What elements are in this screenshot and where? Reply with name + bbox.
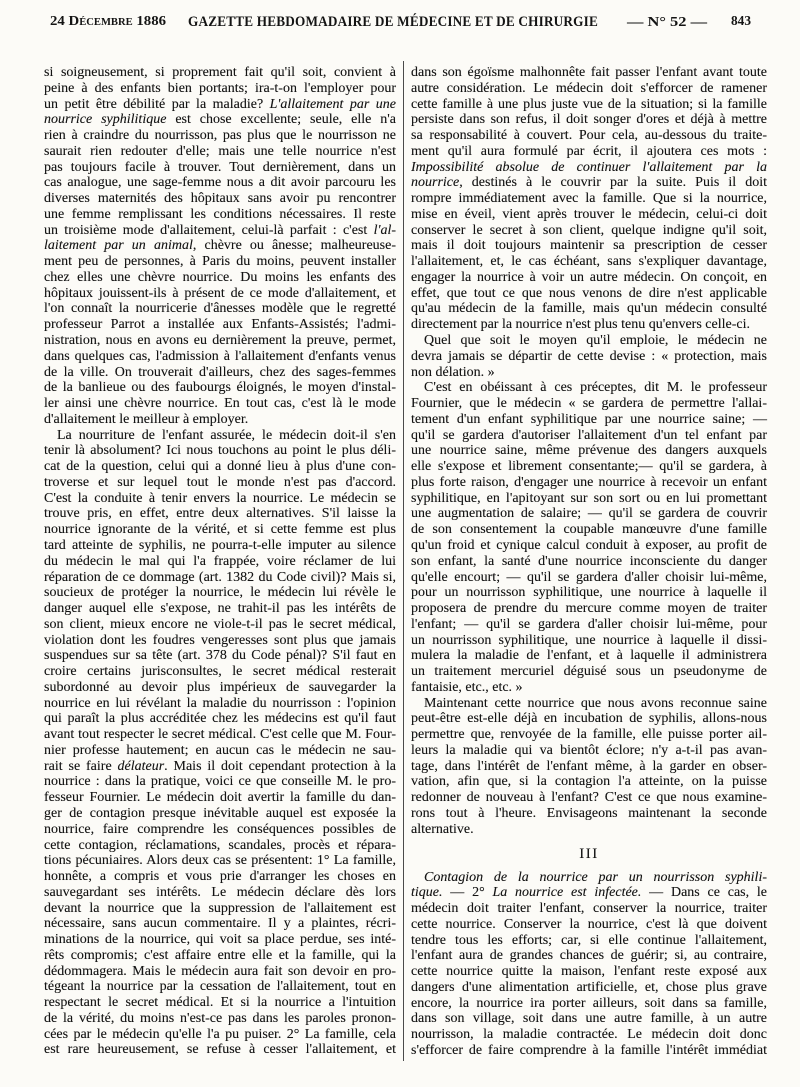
line-text: avant tout respecter le secret médical. C'est celle que M. Four-: [44, 727, 396, 743]
text-line: [44, 790, 396, 806]
line-text: si soigneusement, si proprement fait qu'il soit, convient à: [44, 65, 396, 80]
text-line: [411, 238, 767, 254]
journal-title-text: GAZETTE HEBDOMADAIRE DE MÉDECINE ET DE CHIRURGIE: [188, 14, 598, 30]
line-text: tenir là absolument? Ici nous touchons au point le plus déli-: [44, 443, 396, 459]
italic-text: nourrice syphilitique: [44, 112, 167, 128]
line-text: syphilitique, en l'apitoyant sur son sort ou en lui promettant: [411, 490, 767, 506]
text-line: [44, 932, 396, 948]
line-text: tégeant la nourrice par la cessation de l'allaitement, tout en: [44, 979, 396, 995]
line-text: qui paraît la plus accréditée chez les médecins est qu'il faut: [44, 711, 396, 727]
text-line: [411, 711, 767, 727]
journal-title: [188, 13, 598, 31]
text-line: [44, 428, 396, 444]
line-text: redonner de nouveau à l'enfant? C'est ce que nous examine-: [411, 790, 767, 806]
text-line: [44, 774, 396, 790]
line-text: médecin doit traiter l'enfant, conserver la nourrice, traiter: [411, 901, 767, 917]
line-text: fesseur Fournier. Le médecin doit avertir la famille du dan-: [44, 790, 396, 806]
text-line: [411, 128, 767, 144]
line-text: respectant le secret médical. Et si la nourrice a l'intuition: [44, 995, 396, 1011]
text-line: [411, 396, 767, 412]
line-text: pour un nourrisson syphilitique, une nourrice à laquelle il: [411, 585, 767, 601]
line-text: nistration, nous en avons eu dernièrement la preuve, permet,: [44, 333, 396, 349]
line-text: cées par le médecin qu'elle l'a pu puiser. 2° La famille, cela: [44, 1026, 396, 1042]
line-text: honnête, a compris et vous prie d'arranger les choses en: [44, 869, 396, 885]
line-text: son client, mieux encore ne viole-t-il pas le secret médical,: [44, 616, 396, 632]
text-line: [411, 1011, 767, 1027]
line-text: [44, 112, 396, 128]
italic-text: L'allaitement par une: [269, 96, 396, 112]
line-text: alternative.: [411, 821, 474, 837]
text-line: [44, 286, 396, 302]
line-text: l'on connaît la nourricerie d'ânesses modèle que le regretté: [44, 301, 396, 317]
text-line: [411, 365, 767, 381]
line-text: leurs la maladie qui va bientôt éclore; n'y a-t-il pas avan-: [411, 742, 767, 758]
text-line: [44, 853, 396, 869]
line-text: rompre immédiatement avec la famille. Que si la nourrice,: [411, 191, 767, 207]
text-line: [44, 380, 396, 396]
text-line: [411, 270, 767, 286]
text-line: [411, 585, 767, 601]
header-date: [50, 13, 166, 31]
paragraph: [411, 380, 771, 695]
line-text: de la banlieue ou des faubourgs éloignés, le moyen d'instal-: [44, 380, 396, 396]
line-text: [411, 175, 767, 191]
line-text: trouve pris, en effet, entre deux alternatives. S'il laisse la: [44, 506, 396, 522]
line-text: proposera de prendre du mercure comme moyen de traiter: [411, 601, 767, 617]
line-text: pas toujours facile à trouver. Tout dernièrement, dans un: [44, 159, 396, 175]
text-line: [44, 365, 396, 381]
paragraph: [411, 333, 771, 380]
text-line: [44, 81, 396, 97]
section-body: [411, 870, 771, 1059]
line-text: engager la nourrice à voir un autre médecin. On conçoit, en: [411, 269, 767, 285]
line-text: devant la nourrice que la suppression de l'allaitement est: [44, 900, 396, 916]
line-text: cat de la question, celui qui a donné lieu à plus d'une con-: [44, 459, 396, 475]
page-number: [731, 13, 751, 31]
line-text: tage, dans l'intérêt de l'enfant même, à la garder en obser-: [411, 758, 768, 774]
text-line: [411, 506, 767, 522]
line-text: hôpitaux jouissent-ils à présent de ce mode d'allaitement, et: [44, 285, 396, 301]
text-line: [44, 65, 396, 81]
text-line: [411, 160, 767, 176]
text-line: [44, 1027, 396, 1043]
line-text: danger auquel elle s'expose, ne trahit-il pas les intérêts de: [44, 601, 396, 617]
line-text: Maintenant cette nourrice que nous avons reconnue saine: [424, 695, 767, 711]
text-line: [411, 349, 767, 365]
text-line: [411, 759, 767, 775]
line-text: directement par la nourrice n'est plus tenu qu'envers celle-ci.: [411, 317, 750, 333]
line-text: [44, 97, 396, 113]
line-text: nourrice en lui révélant la maladie du nourrisson : l'opinion: [44, 695, 396, 711]
text-line: [44, 554, 396, 570]
text-line: [411, 727, 767, 743]
text-line: [44, 601, 396, 617]
text-line: [44, 838, 396, 854]
text-line: [411, 617, 767, 633]
text-line: [44, 759, 396, 775]
text-line: [411, 648, 767, 664]
text-line: [44, 711, 396, 727]
text-line: [44, 1011, 396, 1027]
line-text: qu'il se gardera d'autoriser l'allaitement d'un tel enfant par: [411, 427, 767, 443]
line-text: mise en éveil, vient après trouver le médecin, celui-ci doit: [411, 206, 767, 222]
line-text: subordonné au devoir plus impérieux de sauvegarder la: [44, 679, 396, 695]
line-text: l'allaitement, et, le cas échéant, sans s'expliquer davantage,: [411, 254, 767, 270]
text-line: [411, 948, 767, 964]
italic-text: délateur: [117, 758, 165, 774]
italic-text: nourrice: [411, 175, 460, 191]
text-line: [44, 869, 396, 885]
text-line: [411, 885, 767, 901]
text-line: [411, 144, 767, 160]
line-text: violation dont les foudres vengeresses sont plus que jamais: [44, 632, 397, 648]
line-text: d'allaitement le meilleur à employer.: [44, 411, 249, 427]
line-text: conserver le secret à son client, quelque indigne qu'il soit,: [411, 222, 767, 238]
text-line: [44, 680, 396, 696]
line-text: du médecin le mal qui l'a frappée, voire réclamer de lui: [44, 553, 396, 569]
text-line: [411, 633, 767, 649]
line-text: autre considération. Le médecin doit s'efforcer de ramener: [411, 80, 767, 96]
paragraph: [411, 696, 771, 838]
line-text: est rare heureusement, se refuse à cesser l'allaitement, et: [44, 1042, 396, 1058]
line-text: vation, afin que, si la contagion l'a atteinte, on la puisse: [411, 774, 767, 790]
text-run: un petit être débilité par la maladie?: [44, 96, 270, 112]
text-line: [411, 522, 767, 538]
line-text: C'est la conduite à tenir envers la nourrice. Le médecin se: [44, 490, 396, 506]
italic-text: Impossibilité absolue de continuer l'allaitement par la: [411, 159, 767, 175]
text-line: [411, 570, 767, 586]
text-line: [44, 160, 396, 176]
line-text: devra jamais se départir de cette devise : « protection, mais: [411, 348, 767, 364]
line-text: cette nourrice quitte la maison, l'enfant reste exposé aux: [411, 964, 767, 980]
line-text: sa responsabilité à couvert. Pour cela, au-dessous du traite-: [411, 128, 767, 144]
text-line: [411, 380, 767, 396]
text-line: [411, 774, 767, 790]
text-run: — 2°: [442, 885, 493, 901]
text-line: [44, 238, 396, 254]
text-line: [44, 301, 396, 317]
text-line: [44, 491, 396, 507]
line-text: une femme remplissant les conditions nécessaires. Il reste: [44, 206, 396, 222]
text-line: [44, 648, 396, 664]
left-column: [44, 65, 400, 1058]
line-text: qu'un froid et cynique calcul conduit à exposer, au profit de: [411, 537, 767, 553]
line-text: son enfant, la santé d'une nourrice inconsciente du danger: [411, 553, 767, 569]
line-text: La nourriture de l'enfant assurée, le médecin doit-il s'en: [57, 427, 396, 443]
text-line: [44, 475, 396, 491]
line-text: [424, 870, 767, 886]
line-text: nier professe hautement; en aucun cas le médecin ne sau-: [44, 742, 396, 758]
text-line: [411, 286, 767, 302]
text-run: rait se faire: [44, 758, 118, 774]
line-text: un nourrisson syphilitique, une nourrice à laquelle il dissi-: [411, 632, 768, 648]
right-column-body: [411, 65, 771, 838]
text-line: [411, 175, 767, 191]
line-text: ler ainsi une chèvre nourrice. En tout cas, c'est là le mode: [44, 396, 396, 412]
text-line: [44, 964, 396, 980]
text-run: un troisième mode d'allaitement, celui-là parfait : c'est: [44, 222, 374, 238]
text-line: [411, 65, 767, 81]
text-line: [411, 412, 767, 428]
line-text: Quel que soit le moyen qu'il emploie, le médecin ne: [424, 333, 768, 349]
line-text: s'efforcer de faire comprendre à la famille l'intérêt immédiat: [411, 1042, 767, 1058]
text-line: [411, 964, 767, 980]
text-line: [411, 475, 767, 491]
text-line: [411, 790, 767, 806]
text-line: [411, 901, 767, 917]
text-line: [44, 443, 396, 459]
text-run: est chose excellente; seule, elle n'a: [166, 112, 397, 128]
text-line: [44, 191, 396, 207]
text-line: [411, 996, 767, 1012]
text-line: [44, 916, 396, 932]
line-text: peine à des enfants bien portants; ira-t-on l'employer pour: [44, 80, 397, 96]
text-line: [44, 333, 396, 349]
text-line: [411, 207, 767, 223]
text-line: [411, 538, 767, 554]
line-text: nourrice : dans la pratique, voici ce que conseille M. le pro-: [44, 774, 396, 790]
text-line: [411, 743, 767, 759]
text-line: [44, 112, 396, 128]
text-line: [44, 822, 396, 838]
line-text: fantaisie, etc., etc. »: [411, 679, 523, 695]
line-text: tions pécuniaires. Alors deux cas se présentent: 1° La famille,: [44, 853, 396, 869]
italic-text: tique.: [411, 885, 443, 901]
line-text: mulera la maladie de l'enfant, et à laquelle il administrera: [411, 648, 767, 664]
text-run: , destinés à le couvrir par la suite. Puis il doit: [459, 175, 768, 191]
line-text: encore, la nourrice ira porter ailleurs, soit dans sa famille,: [411, 995, 767, 1011]
line-text: nourrice ignorante de la vérité, et si cette femme est plus: [44, 522, 396, 538]
text-line: [411, 97, 767, 113]
line-text: sauvegardant ses intérêts. Le médecin déclare dès lors: [44, 884, 396, 900]
line-text: nourrice, faire comprendre les conséquences possibles de: [44, 821, 396, 837]
line-text: ment peu de personnes, à Paris du moins, peuvent installer: [44, 254, 396, 270]
text-line: [411, 917, 767, 933]
text-line: [44, 223, 396, 239]
line-text: [44, 223, 396, 239]
text-line: [411, 81, 767, 97]
right-column: [411, 65, 771, 1059]
line-text: effet, que tout ce que nous venons de dire n'est applicable: [411, 285, 767, 301]
italic-text: La nourrice est infectée.: [492, 885, 642, 901]
text-line: [411, 1043, 767, 1059]
line-text: elle s'expose et librement consentante;— qu'il se gardera, à: [411, 459, 767, 475]
text-line: [411, 317, 767, 333]
text-line: [44, 696, 396, 712]
header-date-text: 24 Décembre 1886: [50, 14, 166, 29]
line-text: nécessaire, sans aucun commentaire. Il y a plaintes, récri-: [44, 916, 396, 932]
text-line: [44, 459, 396, 475]
line-text: dans son village, soit dans une autre famille, à un autre: [411, 1011, 767, 1027]
line-text: saurait rien redouter d'elle; mais une telle nourrice n'est: [44, 143, 396, 159]
line-text: cette nourrice. Conserver la nourrice, c'est là que doivent: [411, 916, 767, 932]
text-line: [44, 570, 396, 586]
text-line: [411, 112, 767, 128]
line-text: peut-être est-elle déjà en incubation de syphilis, allons-nous: [411, 711, 767, 727]
text-line: [411, 459, 767, 475]
text-line: [44, 175, 396, 191]
text-line: [411, 806, 767, 822]
line-text: [44, 238, 396, 254]
text-line: [411, 254, 767, 270]
line-text: ment qu'il aura formulé par écrit, il ajoutera ces mots :: [411, 143, 767, 159]
text-line: [44, 885, 396, 901]
text-line: [44, 396, 396, 412]
italic-text: laitement par un animal: [44, 238, 193, 254]
italic-text: Contagion de la nourrice par un nourrisson syphili-: [424, 869, 767, 885]
text-run: — Dans ce cas, le: [641, 885, 767, 901]
line-text: suspendues sur sa tête (art. 378 du Code pénal)? S'il faut en: [44, 648, 396, 664]
text-line: [411, 191, 767, 207]
line-text: professeur Parrot a installée aux Enfants-Assistés; l'admi-: [44, 317, 396, 333]
line-text: nourrisson, la maladie contractée. Le médecin doit donc: [411, 1027, 767, 1043]
line-text: l'enfant; — qu'il se gardera d'aller choisir lui-même, pour: [411, 616, 767, 632]
line-text: dédommagera. Mais le médecin aura fait son devoir en pro-: [44, 963, 396, 979]
line-text: qu'elle encourt; — qu'il se gardera d'aller choisir lui-même,: [411, 569, 768, 585]
column-divider: [403, 61, 404, 1061]
paragraph: [411, 65, 771, 333]
line-text: de son consentement la coupable manœuvre d'une famille: [411, 522, 767, 538]
line-text: dans quelques cas, l'admission à l'allaitement d'enfants venus: [44, 348, 396, 364]
text-line: [44, 522, 396, 538]
issue-number: [627, 13, 707, 31]
text-line: [411, 491, 767, 507]
text-line: [44, 254, 396, 270]
text-line: [411, 301, 767, 317]
section-heading: III: [579, 845, 599, 862]
line-text: plus forte raison, d'engager une nourrice à recevoir un enfant: [411, 474, 767, 490]
text-line: [44, 727, 396, 743]
line-text: une augmentation de salaire; — qu'il se gardera de couvrir: [411, 506, 767, 522]
italic-text: l'al-: [373, 222, 396, 238]
line-text: cette famille à une plus juste vue de la situation; si la famille: [411, 96, 767, 112]
text-line: [44, 743, 396, 759]
line-text: mais il doit toujours maintenir sa prescription de cesser: [411, 238, 767, 254]
line-text: cette contagion, réclamations, scandales, procès et répara-: [44, 837, 396, 853]
text-run: , chèvre ou ânesse; malheureuse-: [192, 238, 397, 254]
paragraph: [44, 428, 400, 1059]
text-line: [44, 349, 396, 365]
text-line: [411, 822, 767, 838]
line-text: rons tout à l'heure. Envisageons maintenant la seconde: [411, 805, 767, 821]
text-line: [411, 428, 767, 444]
text-line: [411, 680, 767, 696]
text-line: [44, 901, 396, 917]
line-text: une nourrice saine, même prévenue des dangers auxquels: [411, 443, 767, 459]
text-line: [411, 601, 767, 617]
page-number-text: 843: [731, 14, 752, 29]
text-line: [44, 538, 396, 554]
line-text: de la ville. On trouverait d'ailleurs, chez des sages-femmes: [44, 364, 396, 380]
line-text: persiste dans son refus, il doit songer d'ores et déjà à mettre: [411, 112, 767, 128]
line-text: tendre tous les efforts; car, si elle continue l'allaitement,: [411, 932, 767, 948]
text-line: [44, 585, 396, 601]
line-text: minations de la nourrice, qui voit sa place perdue, ses inté-: [44, 932, 396, 948]
text-line: [411, 933, 767, 949]
text-line: [411, 443, 767, 459]
line-text: rien à craindre du nourrisson, pas plus que le nourrisson ne: [44, 128, 396, 144]
line-text: dans son égoïsme malhonnête fait passer l'enfant avant toute: [411, 65, 767, 80]
text-line: [44, 1042, 396, 1058]
line-text: troverse et sur lequel tout le monde n'est pas d'accord.: [44, 474, 397, 490]
line-text: cas analogue, une sage-femme nous a dit avoir parcouru les: [44, 175, 396, 191]
line-text: Fournier, que le médecin « se gardera de permettre l'allai-: [411, 396, 767, 412]
line-text: croire certains jurisconsultes, le secret médical resterait: [44, 664, 396, 680]
line-text: ger de contagion presque inévitable auquel est exposée la: [44, 805, 396, 821]
line-text: non délation. »: [411, 364, 495, 380]
text-line: [411, 980, 767, 996]
line-text: [44, 759, 396, 775]
text-line: [44, 506, 396, 522]
paragraph: [44, 65, 400, 428]
text-line: [411, 223, 767, 239]
text-line: [44, 664, 396, 680]
text-line: [44, 97, 396, 113]
text-line: [44, 128, 396, 144]
line-text: diverses maternités des hôpitaux sans avoir pu rencontrer: [44, 191, 396, 207]
text-line: [44, 617, 396, 633]
text-line: [44, 270, 396, 286]
text-line: [44, 995, 396, 1011]
text-line: [411, 664, 767, 680]
text-line: [44, 412, 396, 428]
line-text: tement d'un enfant syphilitique par une nourrice saine; —: [411, 411, 767, 427]
text-line: [44, 806, 396, 822]
line-text: qu'au médecin de la famille, mais qu'un médecin consulté: [411, 301, 767, 317]
text-line: [44, 317, 396, 333]
text-line: [44, 948, 396, 964]
text-line: [44, 979, 396, 995]
line-text: [411, 885, 767, 901]
text-line: [44, 207, 396, 223]
text-line: [411, 696, 767, 712]
text-run: . Mais il doit cependant protection à la: [164, 758, 396, 774]
text-line: [411, 333, 767, 349]
line-text: rêts compromis; c'est affaire entre elle et la famille, qui la: [44, 947, 396, 963]
line-text: permettre que, renvoyée de la famille, elle puisse porter ail-: [411, 727, 767, 743]
line-text: C'est en obéissant à ces préceptes, dit M. le professeur: [424, 380, 767, 396]
line-text: tard atteinte de syphilis, ne pourra-t-elle imputer au silence: [44, 537, 396, 553]
line-text: un traitement mercuriel déguisé sous un pseudonyme de: [411, 664, 767, 680]
line-text: réparation de ce dommage (art. 1382 du Code civil)? Mais si,: [44, 569, 396, 585]
line-text: de la vérité, du moins n'est-ce pas dans les paroles pronon-: [44, 1010, 396, 1026]
issue-number-text: — N° 52 —: [627, 14, 708, 29]
line-text: chez elles une chèvre nourrice. Du moins les enfants des: [44, 269, 396, 285]
line-text: dangers d'une alimentation artificielle, et, chose plus grave: [411, 979, 767, 995]
text-line: [44, 633, 396, 649]
text-line: [411, 1027, 767, 1043]
text-line: [411, 554, 767, 570]
text-line: [44, 144, 396, 160]
line-text: soucieux de protéger la nourrice, le médecin lui révèle le: [44, 585, 396, 601]
text-line: [411, 870, 767, 886]
line-text: [411, 160, 767, 176]
paragraph: [411, 870, 771, 1059]
line-text: l'enfant aura de grandes chances de guérir; si, au contraire,: [411, 948, 767, 964]
